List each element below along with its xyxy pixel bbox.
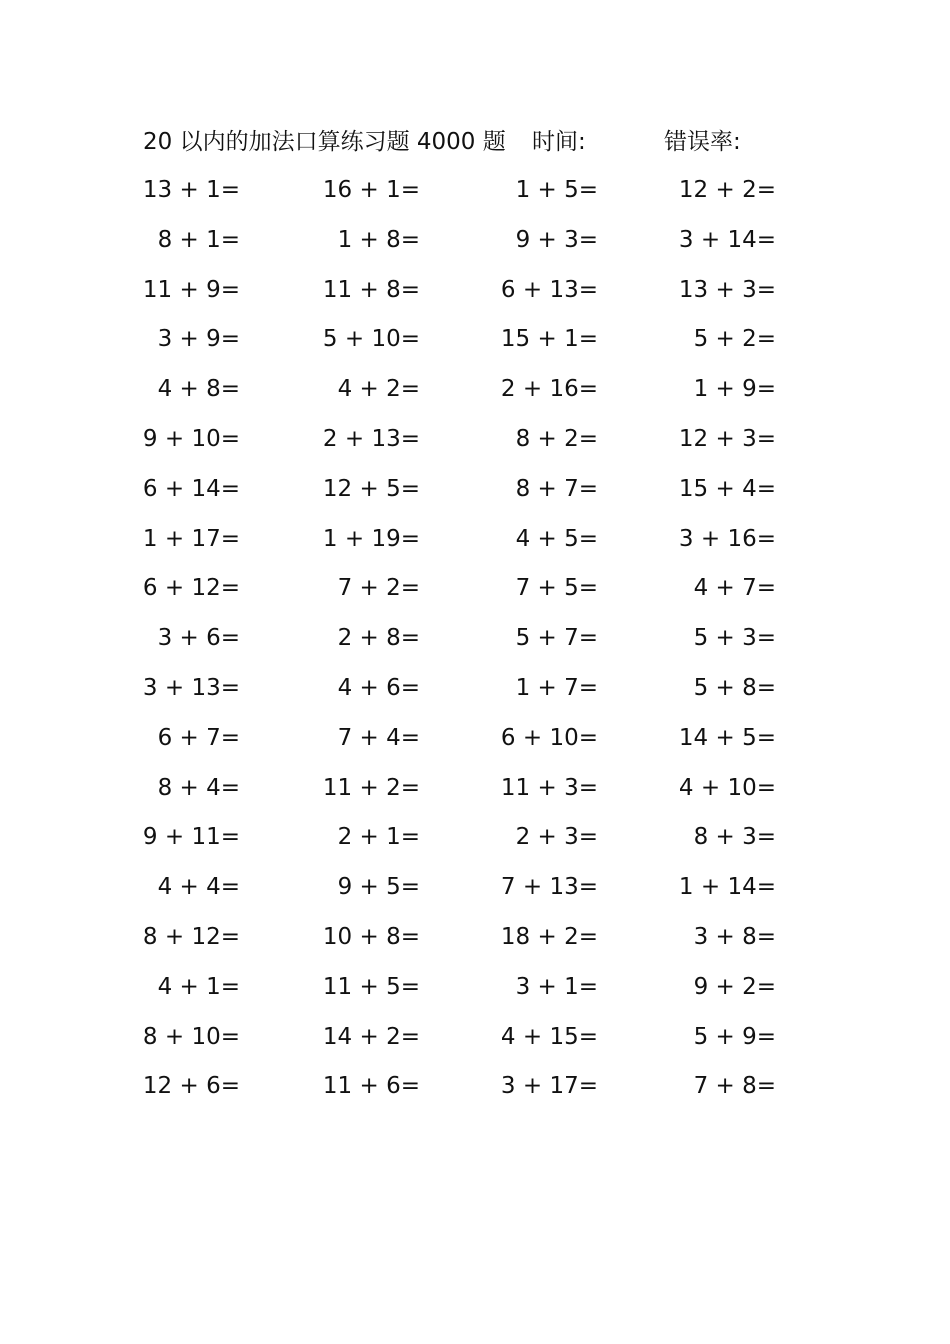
addition-problem: 3 + 14= xyxy=(678,226,776,253)
addition-problem: 3 + 17= xyxy=(500,1073,598,1100)
addition-problem: 12 + 5= xyxy=(322,475,420,502)
addition-problem: 5 + 2= xyxy=(693,326,776,353)
addition-problem: 4 + 2= xyxy=(337,376,420,403)
problem-row xyxy=(0,415,950,465)
addition-problem: 13 + 3= xyxy=(678,276,776,303)
time-label: 时间: xyxy=(532,129,586,155)
addition-problem: 5 + 10= xyxy=(322,326,420,353)
addition-problem: 1 + 19= xyxy=(322,525,420,552)
addition-problem: 11 + 9= xyxy=(142,276,240,303)
addition-problem: 2 + 3= xyxy=(515,824,598,851)
addition-problem: 7 + 2= xyxy=(337,575,420,602)
addition-problem: 15 + 1= xyxy=(500,326,598,353)
addition-problem: 11 + 2= xyxy=(322,774,420,801)
addition-problem: 2 + 13= xyxy=(322,425,420,452)
addition-problem: 3 + 13= xyxy=(142,674,240,701)
problem-row xyxy=(0,365,950,415)
addition-problem: 9 + 5= xyxy=(337,874,420,901)
addition-problem: 6 + 12= xyxy=(142,575,240,602)
addition-problem: 7 + 5= xyxy=(515,575,598,602)
addition-problem: 9 + 11= xyxy=(142,824,240,851)
problem-row xyxy=(0,1013,950,1063)
addition-problem: 12 + 3= xyxy=(678,425,776,452)
addition-problem: 8 + 2= xyxy=(515,425,598,452)
addition-problem: 14 + 5= xyxy=(678,724,776,751)
addition-problem: 11 + 8= xyxy=(322,276,420,303)
addition-problem: 15 + 4= xyxy=(678,475,776,502)
addition-problem: 3 + 16= xyxy=(678,525,776,552)
addition-problem: 11 + 6= xyxy=(322,1073,420,1100)
addition-problem: 8 + 10= xyxy=(142,1023,240,1050)
addition-problem: 8 + 7= xyxy=(515,475,598,502)
problem-row xyxy=(0,1062,950,1112)
addition-problem: 4 + 5= xyxy=(515,525,598,552)
addition-problem: 1 + 17= xyxy=(142,525,240,552)
addition-problem: 2 + 16= xyxy=(500,376,598,403)
addition-problem: 6 + 7= xyxy=(157,724,240,751)
problem-row xyxy=(0,813,950,863)
addition-problem: 4 + 1= xyxy=(157,973,240,1000)
addition-problem: 2 + 1= xyxy=(337,824,420,851)
problem-row xyxy=(0,216,950,266)
addition-problem: 9 + 10= xyxy=(142,425,240,452)
problem-row xyxy=(0,465,950,515)
addition-problem: 12 + 2= xyxy=(678,177,776,203)
addition-problem: 13 + 1= xyxy=(142,177,240,203)
addition-problem: 1 + 9= xyxy=(693,376,776,403)
addition-problem: 3 + 1= xyxy=(515,973,598,1000)
addition-problem: 8 + 12= xyxy=(142,923,240,950)
addition-problem: 5 + 3= xyxy=(693,625,776,652)
error-rate-label: 错误率: xyxy=(664,129,741,155)
addition-problem: 8 + 1= xyxy=(157,226,240,253)
worksheet-title: 20 以内的加法口算练习题 4000 题 xyxy=(143,129,506,155)
problem-row xyxy=(0,764,950,814)
addition-problem: 2 + 8= xyxy=(337,625,420,652)
problem-row xyxy=(0,315,950,365)
addition-problem: 3 + 9= xyxy=(157,326,240,353)
addition-problem: 12 + 6= xyxy=(142,1073,240,1100)
problem-grid xyxy=(0,166,950,1112)
addition-problem: 4 + 15= xyxy=(500,1023,598,1050)
addition-problem: 11 + 3= xyxy=(500,774,598,801)
addition-problem: 6 + 13= xyxy=(500,276,598,303)
addition-problem: 18 + 2= xyxy=(500,923,598,950)
addition-problem: 5 + 9= xyxy=(693,1023,776,1050)
addition-problem: 4 + 8= xyxy=(157,376,240,403)
addition-problem: 1 + 8= xyxy=(337,226,420,253)
problem-row xyxy=(0,963,950,1013)
addition-problem: 6 + 10= xyxy=(500,724,598,751)
addition-problem: 9 + 2= xyxy=(693,973,776,1000)
addition-problem: 16 + 1= xyxy=(322,177,420,203)
worksheet-header xyxy=(0,122,950,162)
addition-problem: 7 + 8= xyxy=(693,1073,776,1100)
addition-problem: 1 + 14= xyxy=(678,874,776,901)
problem-row xyxy=(0,564,950,614)
addition-problem: 5 + 7= xyxy=(515,625,598,652)
addition-problem: 11 + 5= xyxy=(322,973,420,1000)
addition-problem: 5 + 8= xyxy=(693,674,776,701)
problem-row xyxy=(0,714,950,764)
addition-problem: 4 + 4= xyxy=(157,874,240,901)
addition-problem: 1 + 7= xyxy=(515,674,598,701)
addition-problem: 9 + 3= xyxy=(515,226,598,253)
problem-row xyxy=(0,863,950,913)
addition-problem: 14 + 2= xyxy=(322,1023,420,1050)
addition-problem: 1 + 5= xyxy=(515,177,598,203)
addition-problem: 3 + 6= xyxy=(157,625,240,652)
addition-problem: 8 + 4= xyxy=(157,774,240,801)
problem-row xyxy=(0,614,950,664)
addition-problem: 6 + 14= xyxy=(142,475,240,502)
addition-problem: 8 + 3= xyxy=(693,824,776,851)
addition-problem: 10 + 8= xyxy=(322,923,420,950)
addition-problem: 7 + 13= xyxy=(500,874,598,901)
addition-problem: 4 + 10= xyxy=(678,774,776,801)
problem-row xyxy=(0,515,950,565)
addition-problem: 4 + 7= xyxy=(693,575,776,602)
addition-problem: 7 + 4= xyxy=(337,724,420,751)
problem-row xyxy=(0,913,950,963)
problem-row xyxy=(0,266,950,316)
addition-problem: 4 + 6= xyxy=(337,674,420,701)
problem-row xyxy=(0,664,950,714)
addition-problem: 3 + 8= xyxy=(693,923,776,950)
problem-row xyxy=(0,166,950,216)
